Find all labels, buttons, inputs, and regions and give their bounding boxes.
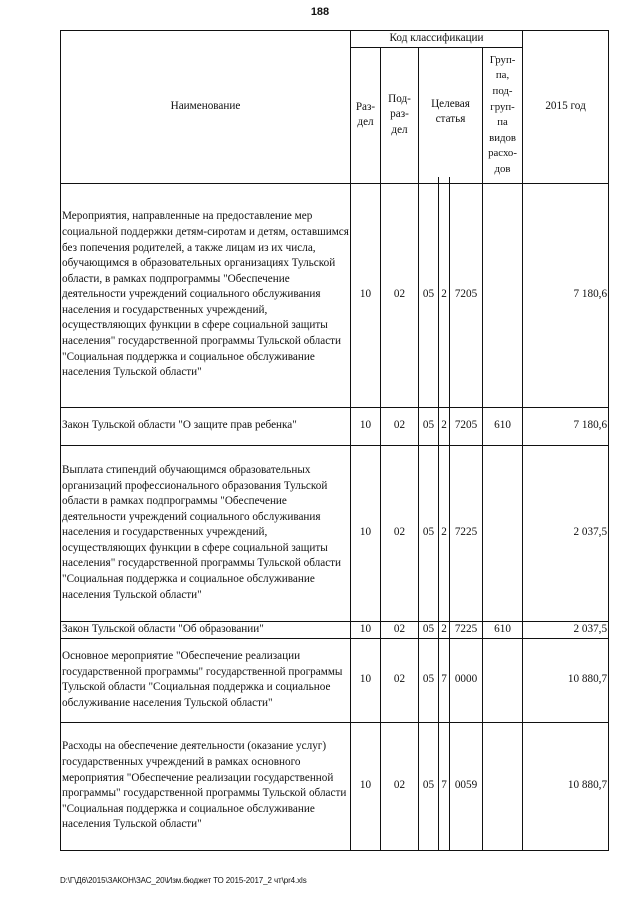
row-group: 610 xyxy=(483,621,523,638)
row-razdel: 10 xyxy=(351,407,381,445)
row-amount: 2 037,5 xyxy=(523,445,609,621)
row-target-1: 05 xyxy=(419,621,439,638)
row-target-1: 05 xyxy=(419,722,439,850)
row-podrazdel: 02 xyxy=(381,183,419,407)
header-name: Наименование xyxy=(61,31,351,184)
row-target-2: 2 xyxy=(439,407,450,445)
row-name: Расходы на обеспечение деятельности (оказание услуг) государственных учреждений в рамках основного мероприятия "Обеспечение реализации государственной программы" государственной программы Тульской области "Социальная поддержка и социальное обслуживание населения Тульской области" xyxy=(61,722,351,850)
row-podrazdel: 02 xyxy=(381,407,419,445)
row-podrazdel: 02 xyxy=(381,638,419,722)
table-row xyxy=(61,183,609,407)
table-row xyxy=(61,621,609,638)
row-target-1: 05 xyxy=(419,638,439,722)
header-target: Целевая статья xyxy=(419,47,483,177)
row-podrazdel: 02 xyxy=(381,621,419,638)
row-group xyxy=(483,638,523,722)
row-razdel: 10 xyxy=(351,445,381,621)
row-amount: 7 180,6 xyxy=(523,407,609,445)
row-podrazdel: 02 xyxy=(381,722,419,850)
row-razdel: 10 xyxy=(351,183,381,407)
table-row xyxy=(61,407,609,445)
row-target-3: 7205 xyxy=(450,183,483,407)
row-target-3: 7225 xyxy=(450,445,483,621)
row-target-2: 2 xyxy=(439,621,450,638)
row-target-2: 7 xyxy=(439,722,450,850)
row-amount: 2 037,5 xyxy=(523,621,609,638)
row-name: Выплата стипендий обучающимся образовательных организаций профессионального образования Тульской области в рамках подпрограммы "Обеспечение деятельности учреждений социального обслуживания населения и государственных учреждений, осуществляющих функции в сфере социальной защиты населения" государственной программы Тульской области "Социальная поддержка и социальное обслуживание населения Тульской области" xyxy=(61,445,351,621)
row-target-2: 2 xyxy=(439,445,450,621)
row-amount: 10 880,7 xyxy=(523,638,609,722)
row-name: Закон Тульской области "О защите прав ребенка" xyxy=(61,407,351,445)
row-podrazdel: 02 xyxy=(381,445,419,621)
table-row xyxy=(61,638,609,722)
page-number: 188 xyxy=(310,6,330,18)
row-group xyxy=(483,183,523,407)
row-target-3: 0059 xyxy=(450,722,483,850)
row-target-3: 7205 xyxy=(450,407,483,445)
row-target-1: 05 xyxy=(419,407,439,445)
row-target-1: 05 xyxy=(419,183,439,407)
row-amount: 7 180,6 xyxy=(523,183,609,407)
row-target-3: 0000 xyxy=(450,638,483,722)
row-razdel: 10 xyxy=(351,722,381,850)
file-path-footer: D:\Г\Д6\2015\ЗАКОН\ЗАС_20\Изм.бюджет ТО 2015-2017_2 чт\pr4.xls xyxy=(60,876,307,885)
row-target-2: 7 xyxy=(439,638,450,722)
row-name: Мероприятия, направленные на предоставление мер социальной поддержки детям-сиротам и детям, оставшимся без попечения родителей, а также лицам из их числа, обучающимся в образовательных организациях Тульской области, в рамках подпрограммы "Обеспечение деятельности учреждений социального обслуживания населения и государственных учреждений, осуществляющих функции в сфере социальной защиты населения" государственной программы Тульской области "Социальная поддержка и социальное обслуживание населения Тульской области" xyxy=(61,183,351,407)
header-code-group: Код классификации xyxy=(351,31,523,48)
header-group: Груп- па, под- груп- па видов расхо- дов xyxy=(483,47,523,183)
table-row xyxy=(61,445,609,621)
table-row xyxy=(61,722,609,850)
row-group xyxy=(483,445,523,621)
row-group: 610 xyxy=(483,407,523,445)
header-year: 2015 год xyxy=(523,31,609,184)
header-razdel: Раз- дел xyxy=(351,47,381,183)
row-target-2: 2 xyxy=(439,183,450,407)
row-razdel: 10 xyxy=(351,638,381,722)
row-target-1: 05 xyxy=(419,445,439,621)
row-target-3: 7225 xyxy=(450,621,483,638)
row-razdel: 10 xyxy=(351,621,381,638)
row-name: Основное мероприятие "Обеспечение реализации государственной программы" государственной программы Тульской области "Социальная поддержка и социальное обслуживание населения Тульской области" xyxy=(61,638,351,722)
row-name: Закон Тульской области "Об образовании" xyxy=(61,621,351,638)
row-group xyxy=(483,722,523,850)
budget-table xyxy=(60,30,609,851)
row-amount: 10 880,7 xyxy=(523,722,609,850)
header-podrazdel: Под- раз- дел xyxy=(381,47,419,183)
